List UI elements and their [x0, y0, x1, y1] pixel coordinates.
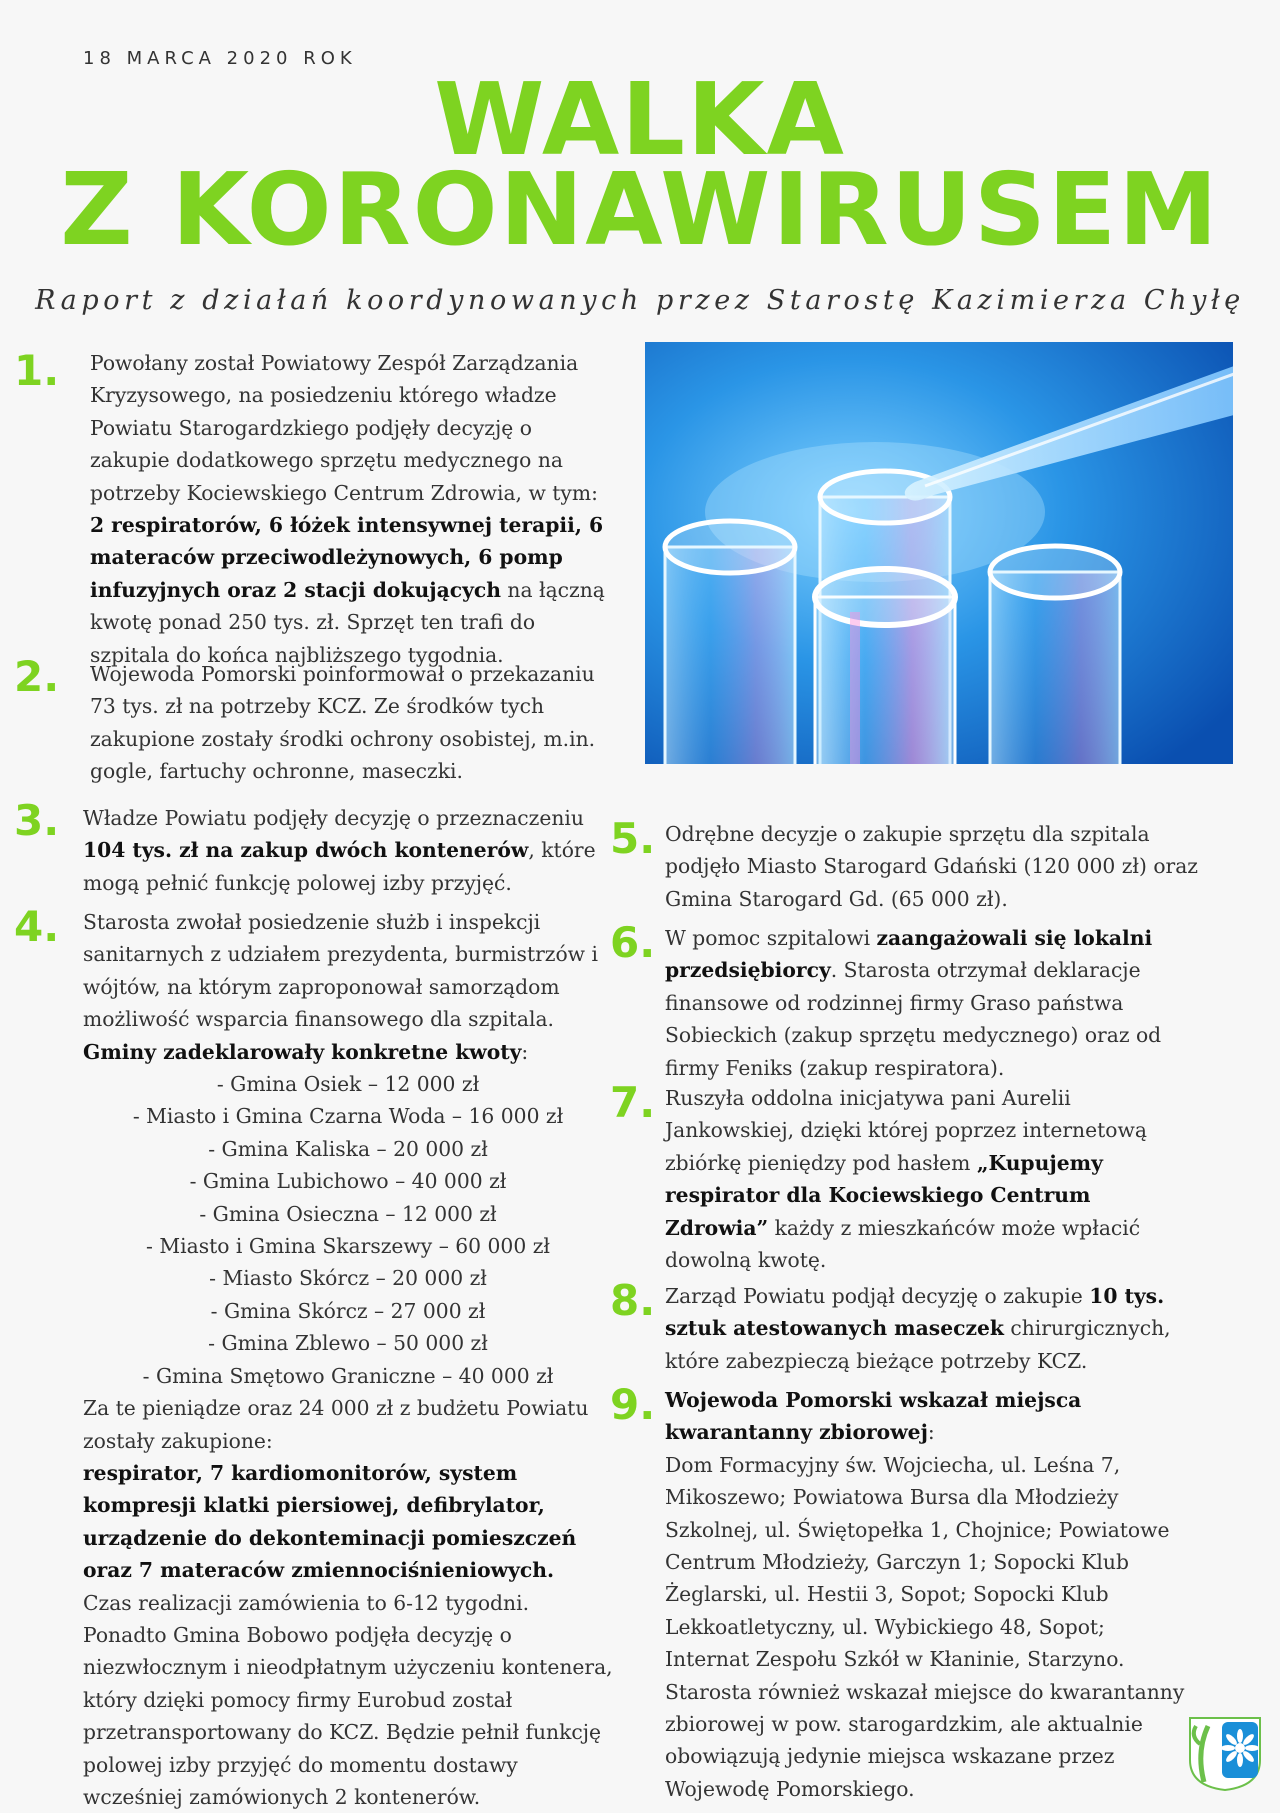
item-number-5: 5. [610, 814, 656, 863]
item-8-text-a: Zarząd Powiatu podjął decyzję o zakupie [665, 1284, 1090, 1308]
item-text-2: Wojewoda Pomorski poinformował o przekazaniu 73 tys. zł na potrzeby KCZ. Ze środków tych zakupione zostały środki ochrony osobistej, m.in. gogle, fartuchy ochronne, maseczki. [90, 662, 596, 784]
commune-list [83, 1068, 613, 1392]
commune-item: - Gmina Osiek – 12 000 zł [216, 1072, 480, 1097]
item-text-8 [665, 1280, 1185, 1377]
item-4-declared-colon: : [521, 1039, 529, 1064]
item-4-declared-bold: Gminy zadeklarowały konkretne kwoty [83, 1039, 522, 1064]
item-text-4 [83, 906, 613, 1813]
item-number-2: 2. [14, 652, 60, 701]
page-title-line2: Z KORONAWIRUSEM [60, 151, 1220, 268]
item-1-text-c: na łączną kwotę ponad 250 tys. zł. Sprzęt ten trafi do szpitala do końca najbliższego tygodnia. [90, 577, 605, 667]
item-text-1 [90, 347, 610, 671]
commune-item: - Gmina Skórcz – 27 000 zł [210, 1298, 486, 1323]
item-text-3 [83, 802, 608, 899]
commune-item: - Miasto Skórcz – 20 000 zł [209, 1266, 487, 1291]
date-label: 18 MARCA 2020 ROK [83, 48, 357, 69]
item-text-9 [665, 1384, 1185, 1805]
page-title-line1: WALKA [434, 61, 846, 178]
item-4-purchase-list [83, 1457, 613, 1587]
item-8-text-bold: 10 tys. sztuk atestowanych maseczek [665, 1284, 1165, 1341]
item-9-body: Dom Formacyjny św. Wojciecha, ul. Leśna 7, Mikoszewo; Powiatowa Bursa dla Młodzieży Szkolnej, ul. Świętopełka 1, Chojnice; Powiatowe Centrum Młodzieży, Garczyn 1; Sopocki Klub Żeglarski, ul. Hestii 3, Sopot; Sopocki Klub Lekkoatletyczny, ul. Wybickiego 48, Sopot; Internat Zespołu Szkół w Kłaninie, Starzyno. Starosta również wskazał miejsce do kwarantanny zbiorowej w pow. starogardzkim, ale aktualnie obowiązują jedynie miejsca wskazane przez Wojewodę Pomorskiego. [665, 1452, 1185, 1801]
tube-back-left [665, 521, 795, 764]
item-1-text-bold: 2 respiratorów, 6 łóżek intensywnej terapii, 6 materaców przeciwodleżynowych, 6 pomp infuzyjnych oraz 2 stacji dokujących [90, 513, 604, 602]
commune-item: - Gmina Smętowo Graniczne – 40 000 zł [142, 1363, 554, 1388]
item-number-7: 7. [610, 1078, 656, 1127]
item-7-text-a: Ruszyła oddolna inicjatywa pani Aurelii Jankowskiej, dzięki której poprzez internetową zbiórkę pieniędzy pod hasłem [665, 1086, 1147, 1175]
commune-item: - Miasto i Gmina Skarszewy – 60 000 zł [146, 1234, 550, 1259]
item-text-6 [665, 922, 1195, 1084]
item-number-8: 8. [610, 1276, 656, 1325]
county-logo-icon [1186, 1712, 1264, 1792]
item-4-intro: Starosta zwołał posiedzenie służb i inspekcji sanitarnych z udziałem prezydenta, burmistrzów i wójtów, na którym zaproponował samorządom możliwość wsparcia finansowego dla szpitala. [83, 910, 598, 1032]
commune-item: - Gmina Lubichowo – 40 000 zł [189, 1169, 507, 1194]
item-number-9: 9. [610, 1380, 656, 1429]
item-3-text-c: , które mogą pełnić funkcję polowej izby przyjęć. [83, 838, 596, 895]
item-3-text-a: Władze Powiatu podjęły decyzję o przeznaczeniu [83, 806, 584, 830]
item-4-purchase-intro: Za te pieniądze oraz 24 000 zł z budżetu Powiatu zostały zakupione: [83, 1396, 589, 1453]
item-4-closing: Czas realizacji zamówienia to 6-12 tygodni. Ponadto Gmina Bobowo podjęła decyzję o niezwłocznym i nieodpłatnym użyczeniu kontenera, który dzięki pomocy firmy Eurobud został przetransportowany do KCZ. Będzie pełnił funkcję polowej izby przyjęć do momentu dostawy wcześniej zamówionych 2 kontenerów. [83, 1590, 613, 1809]
item-number-3: 3. [14, 796, 60, 845]
item-6-text-bold: zaangażowali się lokalni przedsiębiorcy [665, 926, 1153, 983]
page-subtitle: Raport z działań koordynowanych przez Starostę Kazimierza Chyłę [35, 285, 1245, 316]
item-7-text-c: każdy z mieszkańców może wpłacić dowolną kwotę. [665, 1215, 1141, 1273]
item-6-text-c: . Starosta otrzymał deklaracje finansowe od rodzinnej firmy Graso państwa Sobieckich (zakup sprzętu medycznego) oraz od firmy Feniks (zakup respiratora). [665, 958, 1162, 1080]
item-3-text-bold: 104 tys. zł na zakup dwóch kontenerów [83, 838, 529, 863]
item-1-text-a: Powołany został Powiatowy Zespół Zarządzania Kryzysowego, na posiedzeniu którego władze Powiatu Starogardzkiego podjęły decyzję o zakupie dodatkowego sprzętu medycznego na potrzeby Kociewskiego Centrum Zdrowia, w tym: [90, 351, 598, 505]
commune-item: - Gmina Kaliska – 20 000 zł [208, 1136, 488, 1161]
item-number-1: 1. [14, 346, 60, 395]
item-7-text-bold: „Kupujemy respirator dla Kociewskiego Centrum Zdrowia” [665, 1150, 1103, 1240]
item-text-7 [665, 1082, 1195, 1276]
item-9-heading-bold: Wojewoda Pomorski wskazał miejsca kwarantanny zbiorowej [665, 1388, 1082, 1445]
test-tubes-photo [645, 342, 1233, 764]
item-text-5: Odrębne decyzje o zakupie sprzętu dla szpitala podjęło Miasto Starogard Gdański (120 000 zł) oraz Gmina Starogard Gd. (65 000 zł). [665, 822, 1198, 911]
item-9-heading [665, 1384, 1185, 1449]
item-number-6: 6. [610, 918, 656, 967]
item-number-4: 4. [14, 902, 60, 951]
item-4-declared-heading [83, 1036, 613, 1068]
commune-item: - Gmina Osieczna – 12 000 zł [199, 1201, 497, 1226]
commune-item: - Gmina Zblewo – 50 000 zł [208, 1331, 488, 1356]
tube-front [815, 569, 955, 764]
commune-item: - Miasto i Gmina Czarna Woda – 16 000 zł [132, 1104, 564, 1129]
item-4-purchase-bold: respirator, 7 kardiomonitorów, system kompresji klatki piersiowej, defibrylator, urządzenie do dekonteminacji pomieszczeń oraz 7 materaców zmiennociśnieniowych. [83, 1460, 577, 1583]
item-9-heading-colon: : [927, 1420, 935, 1445]
item-8-text-c: chirurgicznych, które zabezpieczą bieżące potrzeby KCZ. [665, 1316, 1171, 1373]
item-6-text-a: W pomoc szpitalowi [665, 926, 877, 950]
tube-right [990, 546, 1120, 764]
